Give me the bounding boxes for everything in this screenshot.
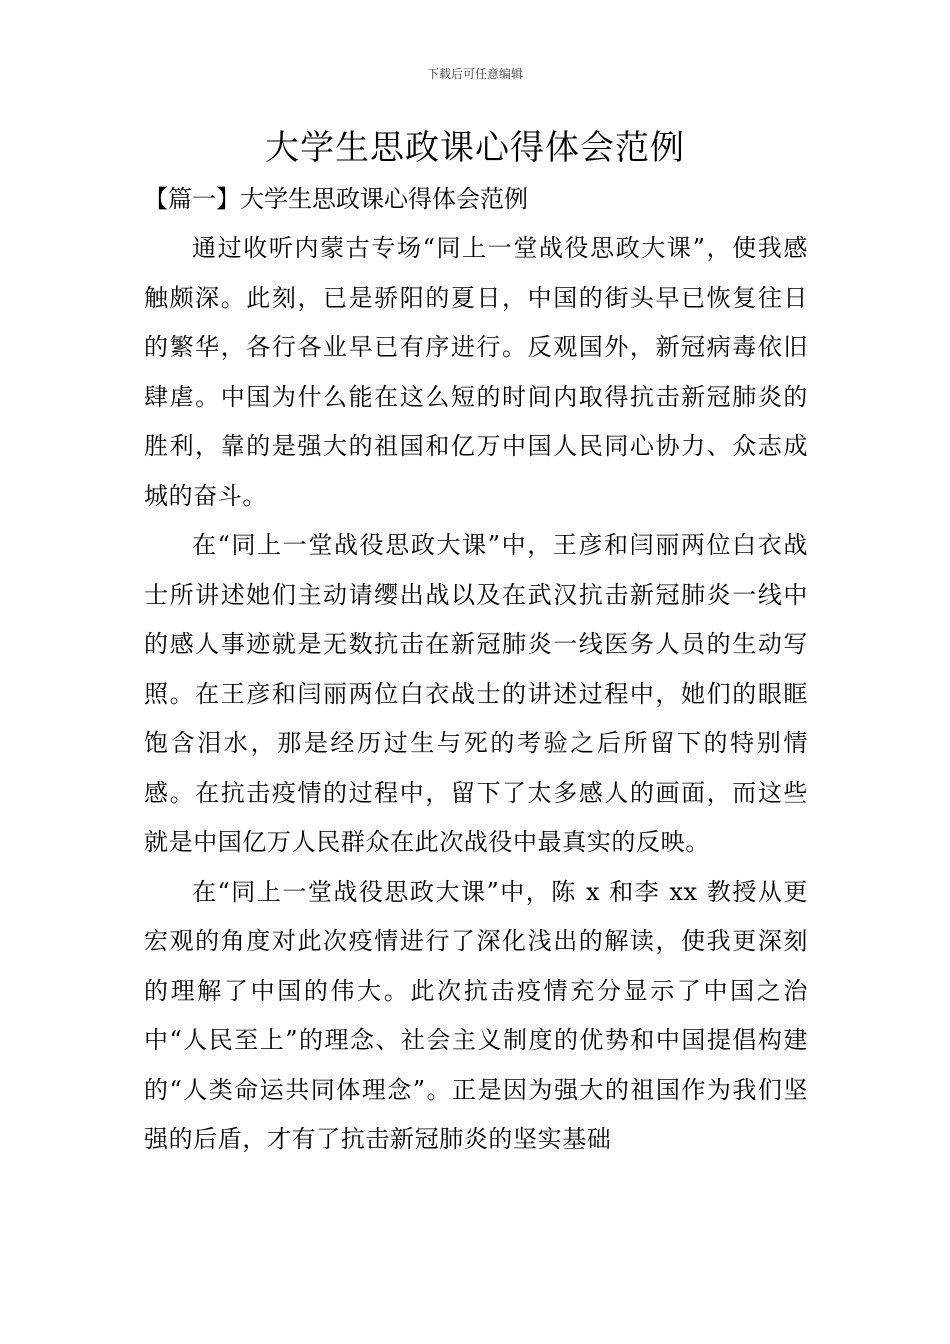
paragraph-1: 通过收听内蒙古专场“同上一堂战役思政大课”，使我感触颇深。此刻，已是骄阳的夏日，中国的街头早已恢复往日的繁华，各行各业早已有序进行。反观国外，新冠病毒依旧肆虐。中国为什么能在这么短的时间内取得抗击新冠肺炎的胜利，靠的是强大的祖国和亿万中国人民同心协力、众志成城的奋斗。 <box>144 234 808 510</box>
section-heading: 【篇一】大学生思政课心得体会范例 <box>144 185 528 213</box>
document-title: 大学生思政课心得体会范例 <box>265 128 685 168</box>
document-body <box>144 224 808 1165</box>
paragraph-2: 在“同上一堂战役思政大课”中，王彦和闫丽两位白衣战士所讲述她们主动请缨出战以及在武汉抗击新冠肺炎一线中的感人事迹就是无数抗击在新冠肺炎一线医务人员的生动写照。在王彦和闫丽两位白衣战士的讲述过程中，她们的眼眶饱含泪水，那是经历过生与死的考验之后所留下的特别情感。在抗击疫情的过程中，留下了太多感人的画面，而这些就是中国亿万人民群众在此次战役中最真实的反映。 <box>144 531 808 856</box>
paragraph-3: 在“同上一堂战役思政大课”中，陈 x 和李 xx 教授从更宏观的角度对此次疫情进行了深化浅出的解读，使我更深刻的理解了中国的伟大。此次抗击疫情充分显示了中国之治中“人民至上”的理念、社会主义制度的优势和中国提倡构建的“人类命运共同体理念”。正是因为强大的祖国作为我们坚强的后盾，才有了抗击新冠肺炎的坚实基础 <box>144 877 808 1153</box>
header-note: 下载后可任意编辑 <box>426 67 523 81</box>
